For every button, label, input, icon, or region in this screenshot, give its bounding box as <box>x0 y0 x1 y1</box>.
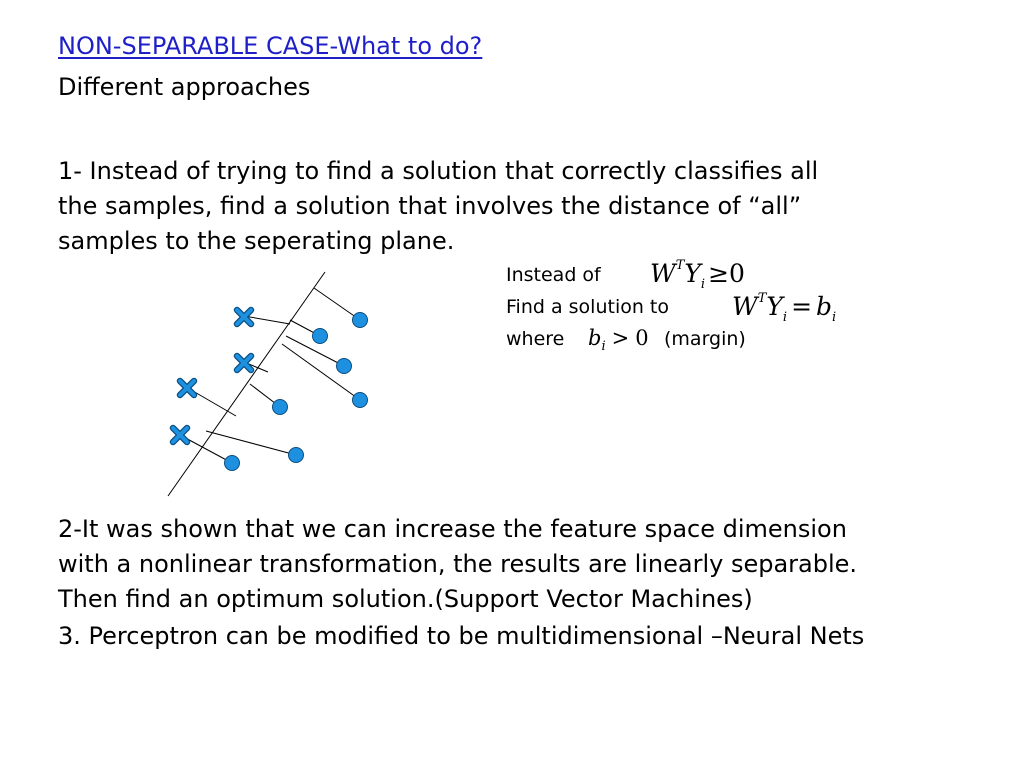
eq3-i: i <box>601 339 606 355</box>
eq1-y: Y <box>684 259 701 288</box>
cross-samples <box>173 310 251 442</box>
distance-line <box>314 288 360 320</box>
eq2-w: W <box>732 292 758 321</box>
eq2-bi: i <box>832 310 837 325</box>
eq2-rel: = <box>791 292 813 321</box>
eq2-b: b <box>816 292 833 321</box>
eq3-rel: > <box>611 326 630 350</box>
circle-sample <box>353 393 368 408</box>
circle-sample <box>225 456 240 471</box>
eq1-t: T <box>675 257 685 273</box>
cross-sample <box>173 428 187 442</box>
eq2-y: Y <box>766 292 783 321</box>
cross-sample <box>237 356 251 370</box>
eq1-w: W <box>650 259 676 288</box>
cross-sample <box>180 381 194 395</box>
eq3-rhs: 0 <box>635 326 649 350</box>
circle-samples <box>225 313 368 471</box>
circle-sample <box>289 448 304 463</box>
approach-3-text: 3. Perceptron can be modified to be multidimensional –Neural Nets <box>58 622 865 650</box>
find-solution-label: Find a solution to <box>506 296 670 318</box>
eq2-i: i <box>782 310 788 325</box>
approach-2-text <box>58 512 857 617</box>
approach-1-line-1: 1- Instead of trying to find a solution that correctly classifies all <box>58 157 819 185</box>
approach-1-line-3: samples to the seperating plane. <box>58 227 455 255</box>
slide-title: NON-SEPARABLE CASE-What to do? <box>58 32 483 60</box>
distance-line <box>206 431 296 455</box>
eq3-b: b <box>588 326 602 350</box>
diagram-lines <box>168 272 360 496</box>
circle-sample <box>273 400 288 415</box>
approach-2-line-2: with a nonlinear transformation, the results are linearly separable. <box>58 550 858 578</box>
approach-2-line-3: Then find an optimum solution.(Support Vector Machines) <box>58 585 753 613</box>
circle-sample <box>337 359 352 374</box>
approach-2-line-1: 2-It was shown that we can increase the feature space dimension <box>58 515 847 543</box>
circle-sample <box>313 329 328 344</box>
approach-1-line-2: the samples, find a solution that involves the distance of “all” <box>58 192 802 220</box>
where-label: where <box>506 328 565 350</box>
margin-label: (margin) <box>664 328 746 350</box>
eq1-rel: ≥ <box>708 259 730 288</box>
slide-subtitle: Different approaches <box>58 73 311 101</box>
eq1-rhs: 0 <box>729 259 745 288</box>
eq1-i: i <box>700 277 706 292</box>
circle-sample <box>353 313 368 328</box>
instead-of-label: Instead of <box>506 264 601 286</box>
eq2-t: T <box>757 290 767 306</box>
